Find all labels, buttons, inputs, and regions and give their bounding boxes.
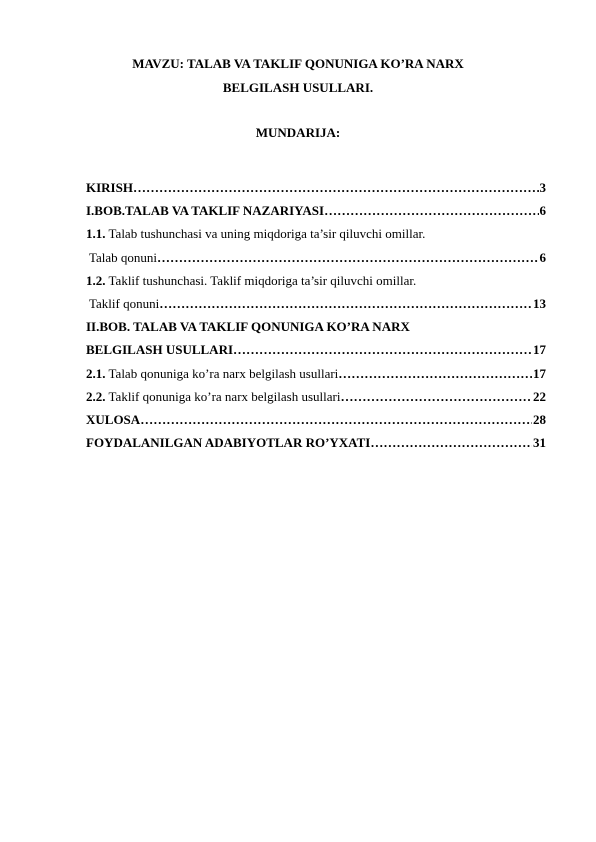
- toc-entry-text: Talab qonuniga ko’ra narx belgilash usullari: [108, 365, 339, 381]
- toc-entry-label: Talab qonuni: [89, 249, 158, 265]
- toc-page-number: 28: [533, 411, 546, 427]
- dot-leader: [370, 431, 532, 454]
- toc-entry-label: I.BOB.TALAB VA TAKLIF NAZARIYASI: [86, 203, 325, 219]
- toc-page-number: 13: [533, 295, 546, 311]
- dot-leader: [340, 385, 532, 408]
- toc-entry-2-1: [86, 362, 546, 385]
- dot-leader: [233, 338, 532, 361]
- toc-entry-label: XULOSA: [86, 411, 141, 427]
- dot-leader: [159, 292, 532, 315]
- toc-entry-kirish: [86, 176, 546, 199]
- toc-entry-label: FOYDALANILGAN ADABIYOTLAR RO’YXATI: [86, 435, 371, 451]
- dot-leader: [157, 246, 538, 269]
- dot-leader: [338, 362, 532, 385]
- toc-entry-label: [86, 385, 340, 408]
- section-number: 2.1.: [86, 365, 106, 381]
- toc-page-number: 6: [539, 203, 546, 219]
- dot-leader: [140, 408, 532, 431]
- document-title-line-2: BELGILASH USULLARI.: [222, 80, 374, 95]
- toc-entry-label: BELGILASH USULLARI: [86, 342, 234, 358]
- toc-entry-label: KIRISH: [86, 180, 133, 195]
- toc-page-number: 3: [539, 180, 546, 195]
- toc-entry-label: Taklif qonuni: [89, 295, 160, 311]
- contents-heading: MUNDARIJA:: [255, 125, 341, 140]
- toc-page-number: 22: [533, 388, 546, 404]
- toc-entry-xulosa: [86, 408, 546, 431]
- toc-entry-1-1-line2: [86, 246, 546, 269]
- dot-leader: [324, 199, 538, 222]
- document-title-line-1: MAVZU: TALAB VA TAKLIF QONUNIGA KO’RA NARX: [132, 56, 464, 71]
- section-number: 1.1.: [86, 226, 106, 242]
- toc-entry-bob2-line2: [86, 338, 546, 361]
- toc-page-number: 17: [533, 342, 546, 358]
- section-number: 2.2.: [86, 388, 106, 404]
- section-number: 1.2.: [86, 272, 106, 288]
- toc-entry-1-2-line2: [86, 292, 546, 315]
- toc-entry-1-1-line1: [86, 222, 546, 245]
- toc-page-number: 31: [533, 435, 546, 451]
- toc-entry-2-2: [86, 385, 546, 408]
- toc-entry-label: Taklif tushunchasi. Taklif miqdoriga ta’sir qiluvchi omillar.: [108, 272, 417, 288]
- toc-entry-1-2-line1: [86, 269, 546, 292]
- toc-entry-label: [86, 362, 338, 385]
- toc-entry-bob1: [86, 199, 546, 222]
- dot-leader: [133, 176, 539, 199]
- toc-entry-text: Taklif qonuniga ko’ra narx belgilash usullari: [108, 388, 341, 404]
- toc-page-number: 6: [539, 249, 546, 265]
- toc-page-number: 17: [533, 365, 546, 381]
- toc-entry-adabiyotlar: [86, 431, 546, 454]
- toc-entry-label: Talab tushunchasi va uning miqdoriga ta’sir qiluvchi omillar.: [108, 226, 426, 242]
- toc-entry-bob2-line1: II.BOB. TALAB VA TAKLIF QONUNIGA KO’RA NARX: [86, 319, 410, 335]
- table-of-contents: [86, 176, 546, 454]
